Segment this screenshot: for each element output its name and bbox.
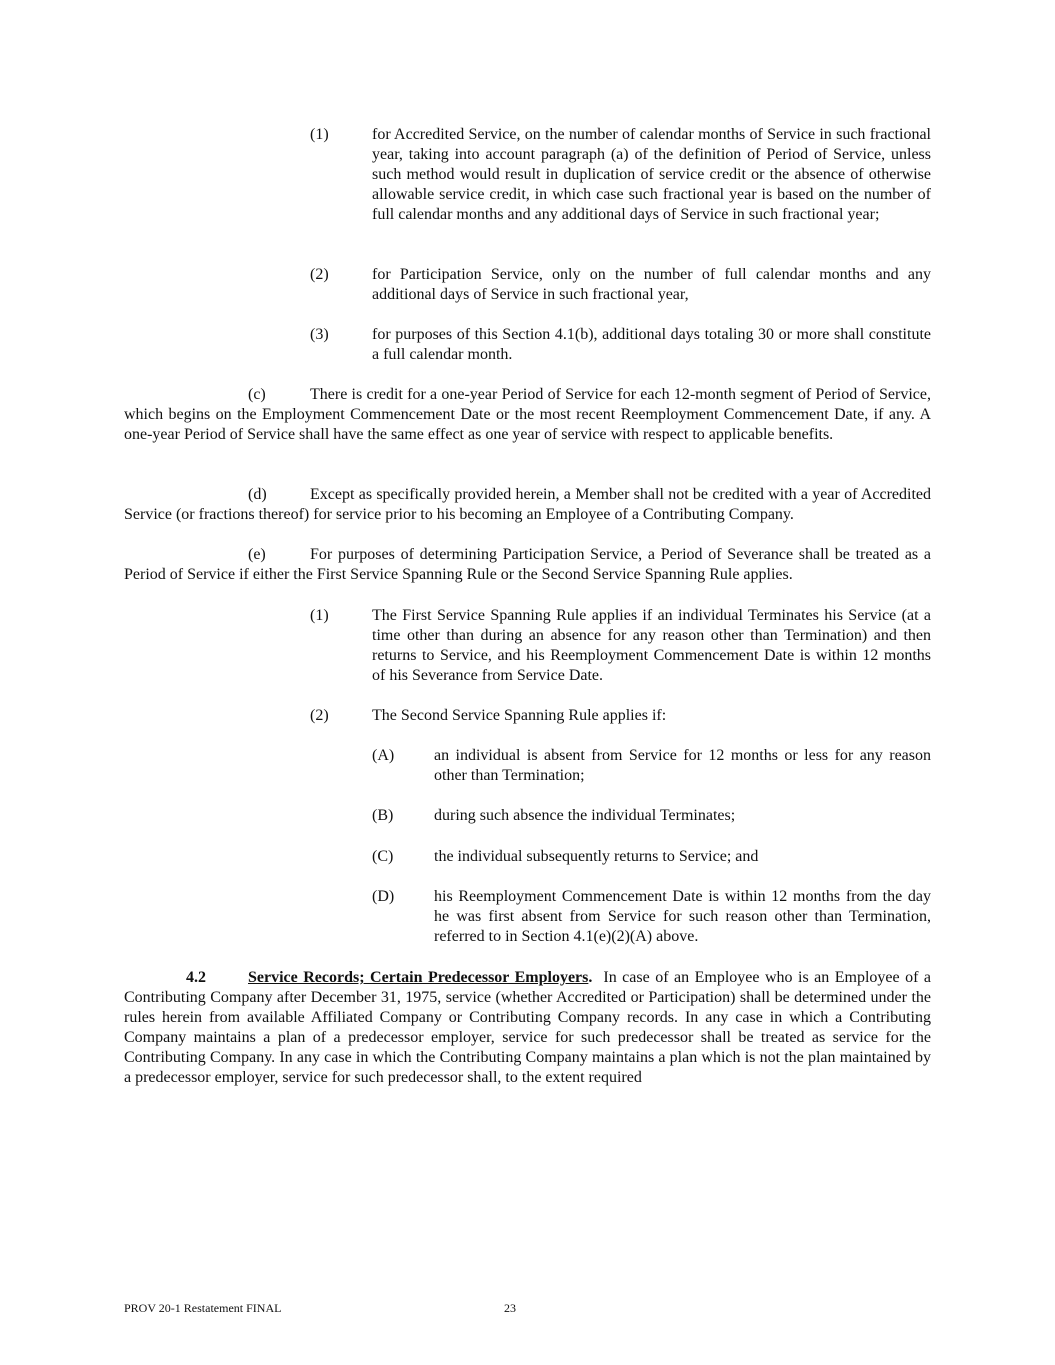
- paragraph-text: For purposes of determining Participation Service, a Period of Severance shall be treated as a Period of Service if either the First Service Spanning Rule or the Second Service Spanning Rule applies.: [124, 546, 931, 583]
- item-marker: (D): [372, 888, 395, 905]
- list-item: [372, 806, 931, 826]
- item-marker: (A): [372, 747, 395, 764]
- paragraph-label: (e): [248, 546, 266, 563]
- item-text: for Participation Service, only on the number of full calendar months and any additional days of Service in such fractional year,: [372, 266, 931, 303]
- section-heading: Service Records; Certain Predecessor Employers: [248, 969, 589, 986]
- list-item: [310, 125, 931, 225]
- paragraph-label: (c): [248, 386, 266, 403]
- item-text: the individual subsequently returns to Service; and: [434, 848, 759, 865]
- list-item: [372, 847, 931, 867]
- paragraph-text: There is credit for a one-year Period of Service for each 12-month segment of Period of Service, which begins on the Employment Commencement Date or the most recent Reemployment Commencement Date, if any. A one-year Period of Service shall have the same effect as one year of service with respect to applicable benefits.: [124, 386, 931, 443]
- section-text: In case of an Employee who is an Employee of a Contributing Company after December 31, 1975, service (whether Accredited or Participation) shall be determined under the rules herein from available Affiliated Company or Contributing Company records. In any case in which a Contributing Company maintains a plan of a predecessor employer, service for such predecessor shall be treated as service for the Contributing Company. In any case in which the Contributing Company maintains a plan which is not the plan maintained by a predecessor employer, service for such predecessor shall, to the extent required: [124, 969, 932, 1086]
- paragraph-c: [124, 385, 931, 445]
- paragraph-e: [124, 545, 931, 585]
- list-item: [310, 325, 931, 365]
- page-number: 23: [504, 1301, 516, 1315]
- section-4-2: [124, 968, 931, 1088]
- item-marker: (B): [372, 807, 394, 824]
- footer-document-id: PROV 20-1 Restatement FINAL: [124, 1301, 282, 1315]
- paragraph-label: (d): [248, 486, 267, 503]
- item-text: The First Service Spanning Rule applies if an individual Terminates his Service (at a time other than during an absence for any reason other than Termination) and then returns to Service, and his Reemployment Commencement Date is within 12 months of his Severance from Service Date.: [372, 607, 931, 684]
- list-item: [372, 746, 931, 786]
- item-text: for purposes of this Section 4.1(b), additional days totaling 30 or more shall constitute a full calendar month.: [372, 326, 931, 363]
- heading-period: .: [588, 969, 593, 986]
- item-marker: (2): [310, 707, 329, 724]
- item-marker: (3): [310, 326, 329, 343]
- item-text: his Reemployment Commencement Date is within 12 months from the day he was first absent from Service for such reason other than Termination, referred to in Section 4.1(e)(2)(A) above.: [434, 888, 931, 945]
- item-text: an individual is absent from Service for 12 months or less for any reason other than Termination;: [434, 747, 931, 784]
- paragraph-d: [124, 485, 931, 525]
- item-marker: (C): [372, 848, 394, 865]
- list-item: [310, 265, 931, 305]
- paragraph-text: Except as specifically provided herein, a Member shall not be credited with a year of Accredited Service (or fractions thereof) for service prior to his becoming an Employee of a Contributing Company.: [124, 486, 931, 523]
- item-marker: (1): [310, 126, 329, 143]
- list-item: [310, 606, 931, 686]
- item-text: during such absence the individual Terminates;: [434, 807, 736, 824]
- list-item: [310, 706, 931, 726]
- item-text: The Second Service Spanning Rule applies if:: [372, 707, 667, 724]
- item-marker: (2): [310, 266, 329, 283]
- list-item: [372, 887, 931, 947]
- section-number: 4.2: [186, 969, 206, 986]
- item-text: for Accredited Service, on the number of calendar months of Service in such fractional year, taking into account paragraph (a) of the definition of Period of Service, unless such method would result in duplication of service credit or the absence of otherwise allowable service credit, in which case such fractional year is based on the number of full calendar months and any additional days of Service in such fractional year;: [372, 126, 931, 223]
- item-marker: (1): [310, 607, 329, 624]
